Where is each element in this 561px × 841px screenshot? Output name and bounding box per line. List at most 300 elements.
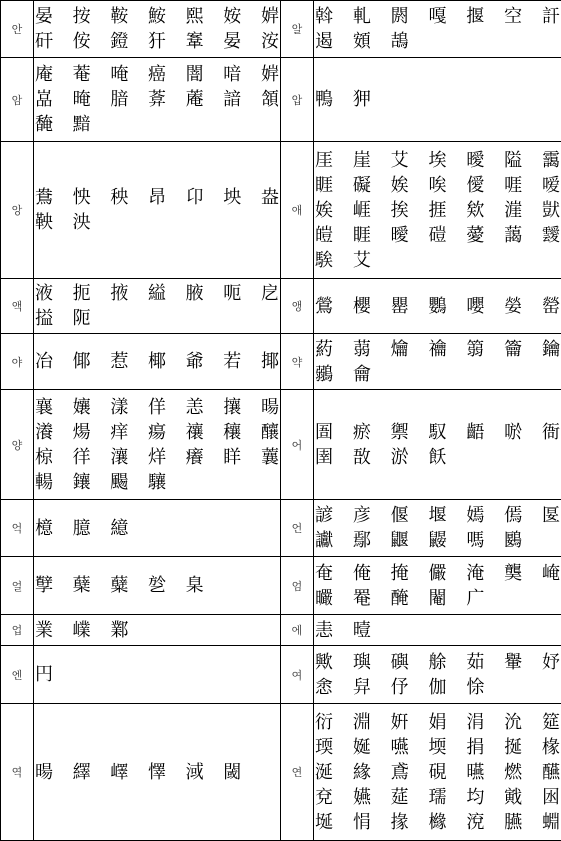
hanja-char: 諳 [222, 87, 242, 112]
hanja-line [314, 198, 561, 223]
hanja-char [503, 618, 523, 643]
hanja-char: 醃 [390, 586, 410, 611]
hanja-char: 衙 [541, 420, 561, 445]
hanja-char [503, 445, 523, 470]
reading-cell: 연 [281, 704, 314, 841]
reading-cell: 엔 [1, 646, 34, 704]
hanja-char [541, 675, 561, 700]
hanja-char: 櫻 [352, 294, 372, 319]
hanja-cell [314, 279, 561, 334]
hanja-char: 均 [465, 785, 485, 810]
hanja-char [427, 248, 447, 273]
hanja-char: 馭 [427, 420, 447, 445]
hanja-char: 輰 [34, 470, 54, 495]
hanja-line [34, 349, 280, 374]
hanja-char: 禳 [185, 420, 205, 445]
hanja-char: 卬 [185, 185, 205, 210]
hanja-char [109, 306, 129, 331]
hanja-char: 讞 [314, 528, 334, 553]
hanja-line [34, 306, 280, 331]
hanja-char: 秧 [109, 185, 129, 210]
hanja-char [541, 528, 561, 553]
hanja-char: 衍 [314, 710, 334, 735]
hanja-char: 蘖 [72, 573, 92, 598]
hanja-line [314, 148, 561, 173]
reading-cell: 엄 [281, 557, 314, 615]
hanja-char: 櫞 [427, 810, 447, 835]
hanja-char: 歟 [314, 650, 334, 675]
hanja-char: 眻 [222, 445, 242, 470]
hanja-char: 戹 [260, 281, 280, 306]
hanja-char: 臆 [72, 516, 92, 541]
hanja-char [222, 662, 242, 687]
hanja-char: 婩 [260, 4, 280, 29]
hanja-char: 艾 [390, 148, 410, 173]
hanja-char [185, 470, 205, 495]
hanja-char: 閼 [390, 4, 410, 29]
hanja-line [314, 710, 561, 735]
hanja-char [222, 210, 242, 235]
hanja-char: 椋 [34, 445, 54, 470]
hanja-line [34, 281, 280, 306]
hanja-char: 恙 [185, 395, 205, 420]
hanja-char: 龠 [352, 362, 372, 387]
hanja-char: 檍 [34, 516, 54, 541]
hanja-char [427, 618, 447, 643]
hanja-char [427, 29, 447, 54]
hanja-char [503, 29, 523, 54]
hanja-char [465, 29, 485, 54]
hanja-char: 晻 [72, 87, 92, 112]
hanja-char [541, 445, 561, 470]
hanja-cell [34, 334, 281, 390]
hanja-char: 广 [465, 586, 485, 611]
hanja-cell [314, 500, 561, 557]
reading-cell: 앵 [281, 279, 314, 334]
hanja-char: 晏 [222, 29, 242, 54]
hanja-char: 痒 [109, 420, 129, 445]
hanja-char: 堰 [427, 503, 447, 528]
table-row [1, 334, 561, 390]
reading-cell: 알 [281, 1, 314, 58]
hanja-char: 圉 [314, 445, 334, 470]
hanja-line [314, 29, 561, 54]
hanja-char: 遏 [314, 29, 334, 54]
hanja-char: 蘘 [260, 445, 280, 470]
hanja-char [541, 29, 561, 54]
hanja-char: 堧 [427, 735, 447, 760]
hanja-char [503, 248, 523, 273]
table-row [1, 142, 561, 279]
hanja-char: 伽 [427, 675, 447, 700]
hanja-char: 瘀 [352, 420, 372, 445]
hanja-char: 茹 [465, 650, 485, 675]
hanja-char [390, 248, 410, 273]
hanja-cell [314, 142, 561, 279]
hanja-char: 嵓 [34, 87, 54, 112]
hanja-cell [34, 646, 281, 704]
hanja-line [34, 29, 280, 54]
hanja-char: 璵 [352, 650, 372, 675]
hanja-char: 鶯 [314, 294, 334, 319]
hanja-char: 馣 [34, 112, 54, 137]
hanja-char [185, 306, 205, 331]
hanja-char: 鞌 [185, 29, 205, 54]
hanja-char: 罌 [390, 294, 410, 319]
table-row [1, 1, 561, 58]
hanja-char: 俺 [352, 561, 372, 586]
hanja-char: 鮟 [147, 4, 167, 29]
hanja-char: 姲 [222, 4, 242, 29]
hanja-char [147, 516, 167, 541]
hanja-char: 佯 [147, 395, 167, 420]
hanja-line [34, 420, 280, 445]
hanja-char: 頷 [260, 87, 280, 112]
hanja-char: 孼 [34, 573, 54, 598]
hanja-line [34, 62, 280, 87]
hanja-char: 兗 [314, 785, 334, 810]
hanja-char: 皚 [314, 223, 334, 248]
hanja-char [503, 675, 523, 700]
hanja-char [390, 618, 410, 643]
hanja-char: 腤 [109, 87, 129, 112]
hanja-char: 怏 [72, 185, 92, 210]
hanja-char: 硯 [427, 760, 447, 785]
hanja-char: 睚 [314, 173, 334, 198]
hanja-char: 蓭 [185, 87, 205, 112]
hanja-line [34, 185, 280, 210]
hanja-line [314, 362, 561, 387]
reading-cell: 약 [281, 334, 314, 390]
hanja-cell [314, 646, 561, 704]
hanja-char: 狎 [352, 87, 372, 112]
hanja-char: 伃 [390, 675, 410, 700]
hanja-char [147, 112, 167, 137]
hanja-char [260, 516, 280, 541]
hanja-char [109, 112, 129, 137]
hanja-char [465, 362, 485, 387]
hanja-line [314, 503, 561, 528]
hanja-char: 繹 [72, 760, 92, 785]
hanja-line [314, 810, 561, 835]
hanja-char: 晏 [34, 4, 54, 29]
hanja-line [34, 573, 280, 598]
hanja-char: 藹 [503, 223, 523, 248]
hanja-char: 隘 [503, 148, 523, 173]
hanja-line [34, 4, 280, 29]
hanja-char: 舁 [352, 675, 372, 700]
hanja-char: 欸 [465, 198, 485, 223]
hanja-char: 軋 [352, 4, 372, 29]
hanja-char: 揶 [260, 349, 280, 374]
hanja-char: 儼 [427, 561, 447, 586]
hanja-char: 曣 [465, 760, 485, 785]
hanja-char: 襄 [34, 395, 54, 420]
hanja-char: 淤 [390, 445, 410, 470]
hanja-char [185, 618, 205, 643]
hanja-char: 娫 [352, 735, 372, 760]
hanja-char: 蜵 [541, 810, 561, 835]
hanja-char [260, 210, 280, 235]
hanja-char: 睚 [352, 223, 372, 248]
hanja-cell [34, 557, 281, 615]
hanja-char: 臙 [503, 810, 523, 835]
hanja-char [541, 248, 561, 273]
hanja-char: 鄢 [352, 528, 372, 553]
hanja-line [34, 87, 280, 112]
hanja-char: 矸 [34, 29, 54, 54]
hanja-char [185, 210, 205, 235]
hanja-char: 釀 [260, 420, 280, 445]
hanja-char [541, 362, 561, 387]
hanja-char: 鼴 [390, 528, 410, 553]
hanja-char: 沇 [503, 710, 523, 735]
hanja-char: 阨 [72, 306, 92, 331]
hanja-char: 鞅 [34, 210, 54, 235]
hanja-line [314, 294, 561, 319]
hanja-cell [34, 390, 281, 500]
hanja-char: 磑 [427, 223, 447, 248]
table-row [1, 646, 561, 704]
hanja-char [541, 618, 561, 643]
reading-cell: 여 [281, 646, 314, 704]
hanja-char: 傿 [503, 503, 523, 528]
hanja-char: 嗎 [465, 528, 485, 553]
hanja-char: 諺 [314, 503, 334, 528]
hanja-cell [314, 704, 561, 841]
hanja-char: 暘 [260, 395, 280, 420]
table-row [1, 279, 561, 334]
hanja-line [314, 586, 561, 611]
hanja-char: 靄 [541, 148, 561, 173]
hanja-char: 嘎 [427, 4, 447, 29]
hanja-char: 禦 [390, 420, 410, 445]
hanja-char: 騃 [314, 248, 334, 273]
hanja-cell [314, 1, 561, 58]
hanja-char: 瑌 [314, 735, 334, 760]
hanja-char: 埃 [427, 148, 447, 173]
hanja-char: 闇 [185, 62, 205, 87]
hanja-char: 曮 [314, 586, 334, 611]
hanja-char: 嫈 [503, 294, 523, 319]
hanja-char: 僾 [465, 173, 485, 198]
hanja-char [147, 662, 167, 687]
reading-cell: 안 [1, 1, 34, 58]
hanja-line [314, 561, 561, 586]
hanja-char: 崖 [352, 148, 372, 173]
hanja-char: 扼 [72, 281, 92, 306]
hanja-char: 飫 [427, 445, 447, 470]
hanja-char: 嶧 [109, 760, 129, 785]
hanja-char: 烊 [147, 445, 167, 470]
hanja-cell [34, 279, 281, 334]
hanja-char: 悆 [314, 675, 334, 700]
hanja-char [222, 516, 242, 541]
hanja-line [34, 662, 280, 687]
hanja-line [314, 675, 561, 700]
reading-cell: 역 [1, 704, 34, 841]
hanja-char: 倻 [72, 349, 92, 374]
hanja-char [72, 662, 92, 687]
hanja-char [260, 306, 280, 331]
hanja-char [465, 618, 485, 643]
hanja-char [109, 662, 129, 687]
hanja-char: 業 [34, 618, 54, 643]
hanja-char [260, 573, 280, 598]
hanja-char: 彦 [352, 503, 372, 528]
hanja-char: 敔 [352, 445, 372, 470]
hanja-cell [314, 58, 561, 142]
hanja-line [314, 735, 561, 760]
hanja-char: 崦 [541, 561, 561, 586]
table-row [1, 58, 561, 142]
hanja-char: 掩 [390, 561, 410, 586]
hanja-line [34, 395, 280, 420]
hanja-char: 薆 [465, 223, 485, 248]
hanja-char: 菴 [72, 62, 92, 87]
hanja-char: 閾 [222, 760, 242, 785]
hanja-char: 搤 [34, 306, 54, 331]
hanja-char: 煬 [72, 420, 92, 445]
hanja-char: 筵 [541, 710, 561, 735]
hanja-char: 若 [222, 349, 242, 374]
hanja-line [314, 420, 561, 445]
hanja-line [34, 210, 280, 235]
hanja-char: 唉 [427, 173, 447, 198]
reading-cell: 에 [281, 615, 314, 646]
hanja-char: 按 [72, 4, 92, 29]
hanja-char: 唵 [109, 62, 129, 87]
hanja-char: 掾 [390, 810, 410, 835]
hanja-char: 篛 [465, 337, 485, 362]
hanja-line [34, 618, 280, 643]
hanja-char: 渷 [465, 810, 485, 835]
hanja-cell [314, 557, 561, 615]
hanja-line [314, 650, 561, 675]
reading-cell: 암 [1, 58, 34, 142]
hanja-char [147, 210, 167, 235]
hanja-char [503, 362, 523, 387]
hanja-char: 葊 [147, 87, 167, 112]
hanja-line [314, 618, 561, 643]
hanja-char: 揠 [465, 4, 485, 29]
hanja-char: 冶 [34, 349, 54, 374]
hanja-char: 鶠 [503, 528, 523, 553]
hanja-char: 礙 [352, 173, 372, 198]
hanja-char: 爚 [390, 337, 410, 362]
table-body [1, 1, 561, 841]
table-row [1, 390, 561, 500]
hanja-line [314, 337, 561, 362]
hanja-char [390, 362, 410, 387]
hanja-char: 崕 [352, 198, 372, 223]
hanja-char: 齬 [465, 420, 485, 445]
hanja-char: 爺 [185, 349, 205, 374]
table-row [1, 500, 561, 557]
hanja-char: 葯 [314, 337, 334, 362]
hanja-char [541, 87, 561, 112]
hanja-char: 娭 [390, 173, 410, 198]
hanja-char [222, 573, 242, 598]
hanja-char [260, 618, 280, 643]
hanja-char: 厓 [314, 148, 334, 173]
hanja-char: 鼹 [427, 528, 447, 553]
hanja-char: 涓 [465, 710, 485, 735]
reading-cell: 업 [1, 615, 34, 646]
hanja-char [222, 306, 242, 331]
hanja-char [185, 516, 205, 541]
hanja-char [503, 87, 523, 112]
hanja-char [109, 210, 129, 235]
hanja-char: 蒻 [352, 337, 372, 362]
hanja-char [260, 662, 280, 687]
hanja-char: 訐 [541, 4, 561, 29]
hanja-char: 鸚 [427, 294, 447, 319]
hanja-char: 孃 [72, 395, 92, 420]
hanja-char: 挨 [390, 198, 410, 223]
hanja-char: 唹 [503, 420, 523, 445]
hanja-char: 嶫 [72, 618, 92, 643]
hanja-char: 曖 [465, 148, 485, 173]
hanja-char [390, 87, 410, 112]
hanja-char: 侒 [72, 29, 92, 54]
hanja-char [260, 470, 280, 495]
hanja-char: 啀 [503, 173, 523, 198]
hanja-char: 鞍 [109, 4, 129, 29]
hanja-char [222, 112, 242, 137]
hanja-line [314, 173, 561, 198]
hanja-char: 嚶 [465, 294, 485, 319]
hanja-line [314, 87, 561, 112]
hanja-char: 偃 [390, 503, 410, 528]
reading-cell: 액 [1, 279, 34, 334]
hanja-char: 瀁 [34, 420, 54, 445]
reading-cell: 양 [1, 390, 34, 500]
hanja-line [314, 4, 561, 29]
hanja-char: 圄 [314, 420, 334, 445]
hanja-char: 姸 [390, 710, 410, 735]
hanja-char: 懌 [147, 760, 167, 785]
hanja-char: 盎 [260, 185, 280, 210]
hanja-line [34, 112, 280, 137]
hanja-char: 椽 [541, 735, 561, 760]
hanja-char: 掖 [109, 281, 129, 306]
hanja-char [222, 618, 242, 643]
hanja-char: 奄 [314, 561, 334, 586]
reading-cell: 애 [281, 142, 314, 279]
hanja-line [314, 248, 561, 273]
hanja-char: 円 [34, 662, 54, 687]
hanja-char: 漾 [109, 395, 129, 420]
reading-cell: 앙 [1, 142, 34, 279]
hanja-char [427, 87, 447, 112]
hanja-cell [34, 1, 281, 58]
hanja-char: 液 [34, 281, 54, 306]
hanja-char: 乻 [147, 573, 167, 598]
hanja-char: 洝 [260, 29, 280, 54]
hanja-char: 淵 [352, 710, 372, 735]
hanja-char: 斡 [314, 4, 334, 29]
hanja-cell [34, 704, 281, 841]
hanja-char: 戭 [503, 785, 523, 810]
hanja-char: 攘 [222, 395, 242, 420]
hanja-line [314, 528, 561, 553]
hanja-cell [34, 58, 281, 142]
hanja-char: 鑰 [541, 337, 561, 362]
hanja-char: 癌 [147, 62, 167, 87]
hanja-char [185, 662, 205, 687]
hanja-char: 靉 [541, 223, 561, 248]
